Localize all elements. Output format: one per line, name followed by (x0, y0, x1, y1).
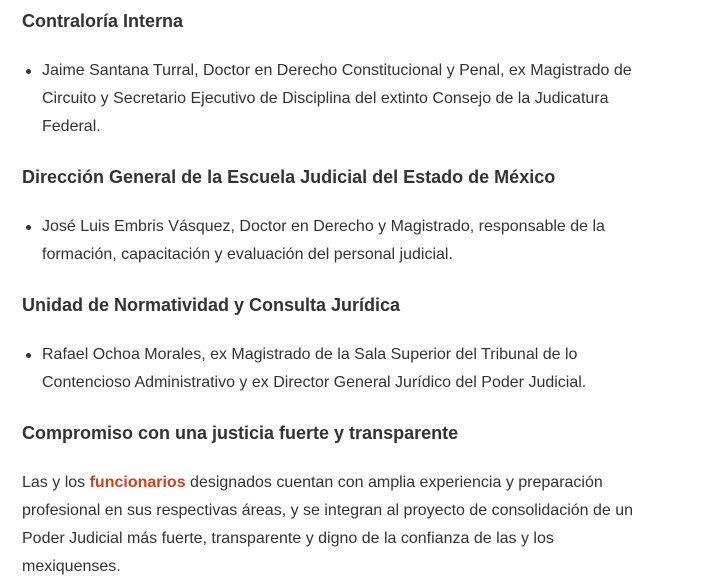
section-heading-normatividad: Unidad de Normatividad y Consulta Jurídica (22, 295, 401, 315)
section-heading-contraloria: Contraloría Interna (22, 11, 184, 31)
paragraph-text-start: Las y los (22, 474, 90, 491)
list-item: Jaime Santana Turral, Doctor en Derecho Constitucional y Penal, ex Magistrado de Circuito y Secretario Ejecutivo de Disciplina del extinto Consejo de la Judicatura Federal. (22, 57, 652, 141)
list-normatividad (22, 341, 652, 397)
funcionarios-link[interactable]: funcionarios (89, 474, 186, 491)
closing-paragraph (22, 469, 652, 581)
section-heading-escuela-judicial: Dirección General de la Escuela Judicial del Estado de México (22, 167, 556, 187)
list-contraloria (22, 57, 652, 141)
list-item: Rafael Ochoa Morales, ex Magistrado de la Sala Superior del Tribunal de lo Contencioso Administrativo y ex Director General Jurídico del Poder Judicial. (22, 341, 652, 397)
list-escuela-judicial (22, 213, 652, 269)
list-item: José Luis Embris Vásquez, Doctor en Derecho y Magistrado, responsable de la formación, capacitación y evaluación del personal judicial. (22, 213, 652, 269)
section-heading-compromiso: Compromiso con una justicia fuerte y transparente (22, 423, 459, 443)
paragraph-text-end: designados cuentan con amplia experiencia y preparación profesional en sus respectivas áreas, y se integran al proyecto de consolidación de un Poder Judicial más fuerte, transparente y digno de la confianza de las y los mexiquenses. (22, 474, 634, 575)
